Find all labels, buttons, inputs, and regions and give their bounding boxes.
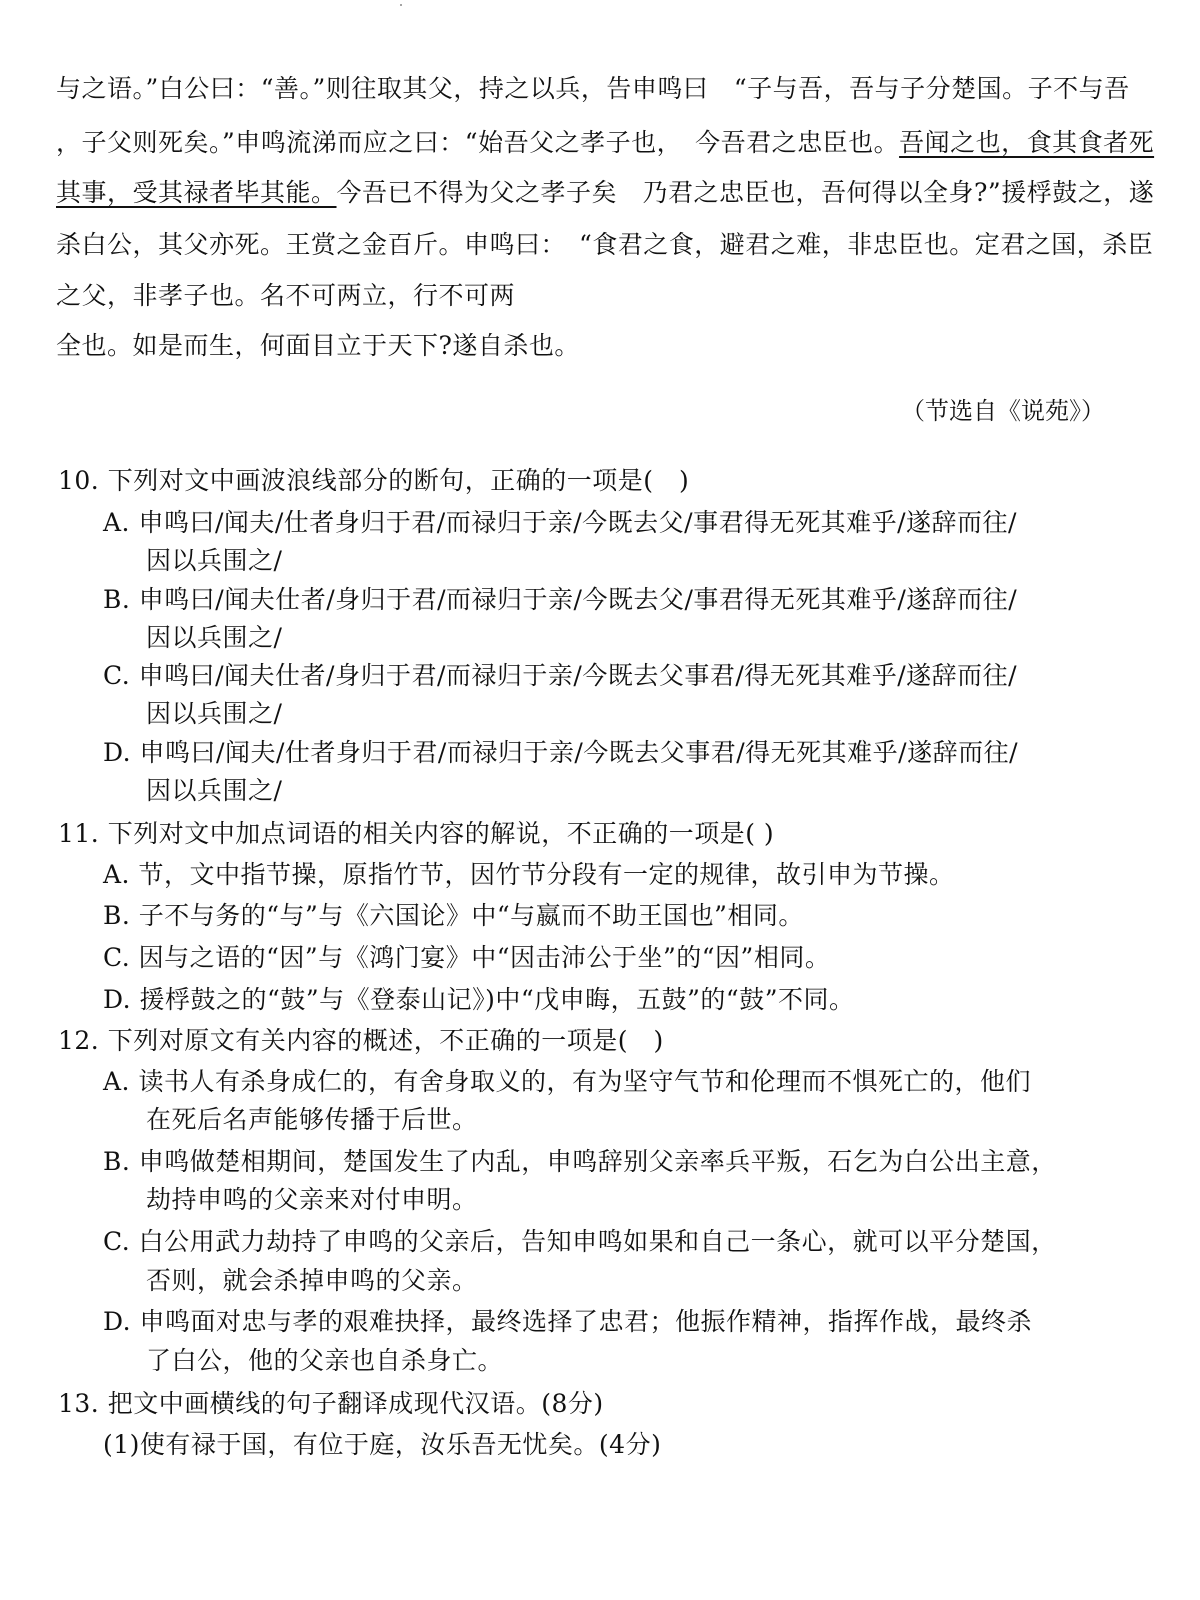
question-13-sub-1: (1)使有禄于国，有位于庭，汝乐吾无忧矣。(4分) bbox=[103, 1430, 662, 1459]
question-10-option-a-cont: 因以兵围之/ bbox=[146, 546, 283, 575]
question-12-option-d: D. 申鸣面对忠与孝的艰难抉择，最终选择了忠君；他振作精神，指挥作战，最终杀 bbox=[103, 1307, 1033, 1336]
question-10-option-b-cont: 因以兵围之/ bbox=[146, 623, 283, 652]
question-11-option-b: B. 子不与务的“与”与《六国论》中“与嬴而不助王国也”相同。 bbox=[103, 901, 804, 930]
scan-dot bbox=[400, 4, 402, 6]
question-11-option-c: C. 因与之语的“因”与《鸿门宴》中“因击沛公于坐”的“因”相同。 bbox=[103, 943, 831, 972]
underlined-sentence-part-1: 吾闻之也，食其食者死 bbox=[899, 128, 1155, 157]
question-10-option-c: C. 申鸣曰/闻夫仕者/身归于君/而禄归于亲/今既去父事君/得无死其难乎/遂辞而往/ bbox=[103, 661, 1018, 690]
passage-line-3 bbox=[56, 177, 1154, 209]
question-12-option-c: C. 白公用武力劫持了申鸣的父亲后，告知申鸣如果和自己一条心，就可以平分楚国， bbox=[103, 1227, 1057, 1256]
question-12-option-a-cont: 在死后名声能够传播于后世。 bbox=[146, 1105, 478, 1134]
question-12-option-a: A. 读书人有杀身成仁的，有舍身取义的，有为坚守气节和伦理而不惧死亡的，他们 bbox=[103, 1067, 1031, 1096]
question-10-option-b: B. 申鸣曰/闻夫仕者/身归于君/而禄归于亲/今既去父/事君得无死其难乎/遂辞而往/ bbox=[103, 585, 1018, 614]
question-10-option-d: D. 申鸣曰/闻夫/仕者身归于君/而禄归于亲/今既去父事君/得无死其难乎/遂辞而往/ bbox=[103, 738, 1019, 767]
question-10-stem: 10. 下列对文中画波浪线部分的断句，正确的一项是( ) bbox=[58, 466, 690, 495]
question-13-stem: 13. 把文中画横线的句子翻译成现代汉语。(8分) bbox=[58, 1389, 604, 1418]
question-12-stem: 12. 下列对原文有关内容的概述，不正确的一项是( ) bbox=[58, 1026, 664, 1055]
passage-line-2-text: ，子父则死矣。”申鸣流涕而应之曰：“始吾父之孝子也， 今吾君之忠臣也。 bbox=[56, 128, 900, 157]
question-12-option-b: B. 申鸣做楚相期间，楚国发生了内乱，申鸣辞别父亲率兵平叛，石乞为白公出主意， bbox=[103, 1147, 1057, 1176]
passage-line-5: 之父，非孝子也。名不可两立，行不可两 bbox=[56, 281, 516, 310]
passage-line-1: 与之语。”白公曰：“善。”则往取其父，持之以兵，告申鸣曰 “子与吾，吾与子分楚国。子不与吾 bbox=[56, 74, 1130, 103]
passage-line-3-text: 今吾已不得为父之孝子矣 乃君之忠臣也，吾何得以全身?”援桴鼓之，遂 bbox=[336, 178, 1155, 207]
source-citation: （节选自《说苑》） bbox=[901, 397, 1105, 425]
question-12-option-c-cont: 否则，就会杀掉申鸣的父亲。 bbox=[146, 1266, 478, 1295]
passage-line-4: 杀白公，其父亦死。王赏之金百斤。申鸣曰： “食君之食，避君之难，非忠臣也。定君之国，杀臣 bbox=[56, 230, 1154, 259]
question-11-stem: 11. 下列对文中加点词语的相关内容的解说，不正确的一项是( ) bbox=[58, 819, 775, 848]
passage-line-2 bbox=[56, 127, 1154, 159]
question-10-option-c-cont: 因以兵围之/ bbox=[146, 699, 283, 728]
question-10-option-a: A. 申鸣曰/闻夫/仕者身归于君/而禄归于亲/今既去父/事君得无死其难乎/遂辞而往/ bbox=[103, 508, 1017, 537]
question-10-option-d-cont: 因以兵围之/ bbox=[146, 776, 283, 805]
question-11-option-a: A. 节，文中指节操，原指竹节，因竹节分段有一定的规律，故引申为节操。 bbox=[103, 860, 955, 889]
underlined-sentence-part-2: 其事，受其禄者毕其能。 bbox=[56, 178, 337, 207]
question-11-option-d: D. 援桴鼓之的“鼓”与《登泰山记》)中“戊申晦，五鼓”的“鼓”不同。 bbox=[103, 985, 855, 1014]
question-12-option-d-cont: 了白公，他的父亲也自杀身亡。 bbox=[146, 1346, 504, 1375]
passage-line-6: 全也。如是而生，何面目立于天下?遂自杀也。 bbox=[56, 331, 580, 360]
question-12-option-b-cont: 劫持申鸣的父亲来对付申明。 bbox=[146, 1185, 478, 1214]
